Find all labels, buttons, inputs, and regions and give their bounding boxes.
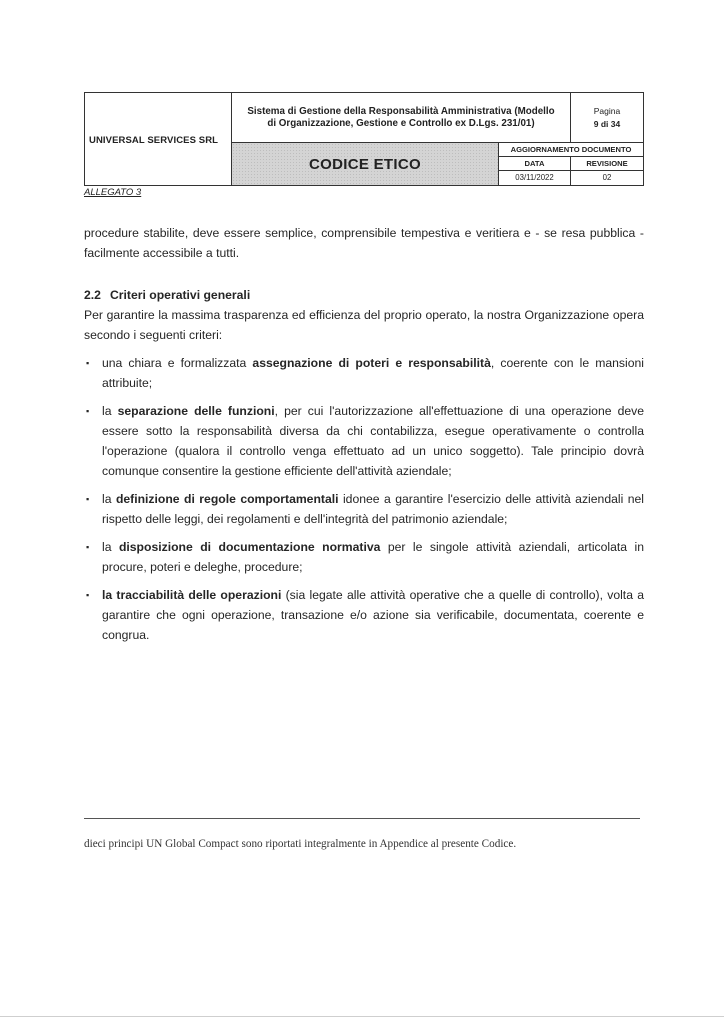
document-body xyxy=(84,223,644,653)
item-text: la xyxy=(102,492,116,506)
bullet-icon: ▪ xyxy=(86,542,90,552)
item-text: la xyxy=(102,404,118,418)
page-label: Pagina xyxy=(593,105,621,116)
section-lead: Per garantire la massima trasparenza ed efficienza del proprio operato, la nostra Organizzazione opera secondo i seguenti criteri: xyxy=(84,308,644,342)
bullet-icon: ▪ xyxy=(86,590,90,600)
bullet-icon: ▪ xyxy=(86,494,90,504)
company-cell xyxy=(85,93,232,185)
criteria-list xyxy=(84,353,644,645)
item-text: , coerente con le mansioni attribuite; xyxy=(102,356,644,390)
item-bold-text: definizione di regole comportamentali xyxy=(115,492,339,506)
footnote-text: dieci principi UN Global Compact sono riportati integralmente in Appendice al presente Codice. xyxy=(84,838,517,850)
footnote-divider xyxy=(84,818,640,819)
list-item xyxy=(84,585,644,645)
item-bold-text: assegnazione di poteri e responsabilità xyxy=(252,356,491,370)
item-bold-text: separazione delle funzioni xyxy=(117,404,275,418)
page-bottom-edge xyxy=(0,1016,724,1017)
page-number-cell xyxy=(571,93,643,143)
bullet-icon: ▪ xyxy=(86,358,90,368)
item-text: per le singole attività aziendali, articolata in procure, poteri e deleghe, procedure; xyxy=(102,540,644,574)
list-item xyxy=(84,537,644,577)
revision-value: 02 xyxy=(602,173,612,182)
bullet-icon: ▪ xyxy=(86,406,90,416)
item-text: (sia legate alle attività operative che a quelle di controllo), volta a garantire che ogni operazione, transazione e/o azione sia verificabile, documentata, coerente e congrua. xyxy=(102,588,644,642)
page-number: 9 di 34 xyxy=(593,118,621,129)
item-bold-text: disposizione di documentazione normativa xyxy=(118,540,381,554)
date-label: DATA xyxy=(499,157,571,171)
allegato-label: ALLEGATO 3 xyxy=(84,187,142,198)
revision-label: REVISIONE xyxy=(571,157,643,171)
document-header-table xyxy=(84,92,644,186)
intro-paragraph: procedure stabilite, deve essere semplice, comprensibile tempestiva e veritiera e - se resa pubblica - facilmente accessibile a tutti. xyxy=(84,226,644,260)
list-item xyxy=(84,401,644,481)
date-value: 03/11/2022 xyxy=(499,171,571,185)
section-title: Criteri operativi generali xyxy=(110,288,251,302)
company-name: UNIVERSAL SERVICES SRL xyxy=(89,135,219,146)
section-heading xyxy=(84,285,644,305)
update-label: AGGIORNAMENTO DOCUMENTO xyxy=(499,143,643,157)
section-number: 2.2 xyxy=(84,288,101,302)
list-item xyxy=(84,489,644,529)
list-item xyxy=(84,353,644,393)
system-title: Sistema di Gestione della Responsabilità Amministrativa (Modello di Organizzazione, Gestione e Controllo ex D.Lgs. 231/01) xyxy=(232,93,571,143)
item-bold-text: la tracciabilità delle operazioni xyxy=(102,588,282,602)
item-text: idonee a garantire l'esercizio delle attività aziendali nel rispetto delle leggi, dei regolamenti e dell'integrità del patrimonio aziendale; xyxy=(102,492,644,526)
item-text: , per cui l'autorizzazione all'effettuazione di una operazione deve essere sotto la responsabilità diversa da chi contabilizza, esegue operativamente o controlla l'operazione (qualora il controllo venga effettuato ad un unico soggetto). Tale principio dovrà comunque consentire la gestione efficiente dell'attività aziendale; xyxy=(102,404,644,478)
item-text: una chiara e formalizzata xyxy=(102,356,253,370)
item-text: la xyxy=(102,540,119,554)
document-title: CODICE ETICO xyxy=(232,143,499,185)
